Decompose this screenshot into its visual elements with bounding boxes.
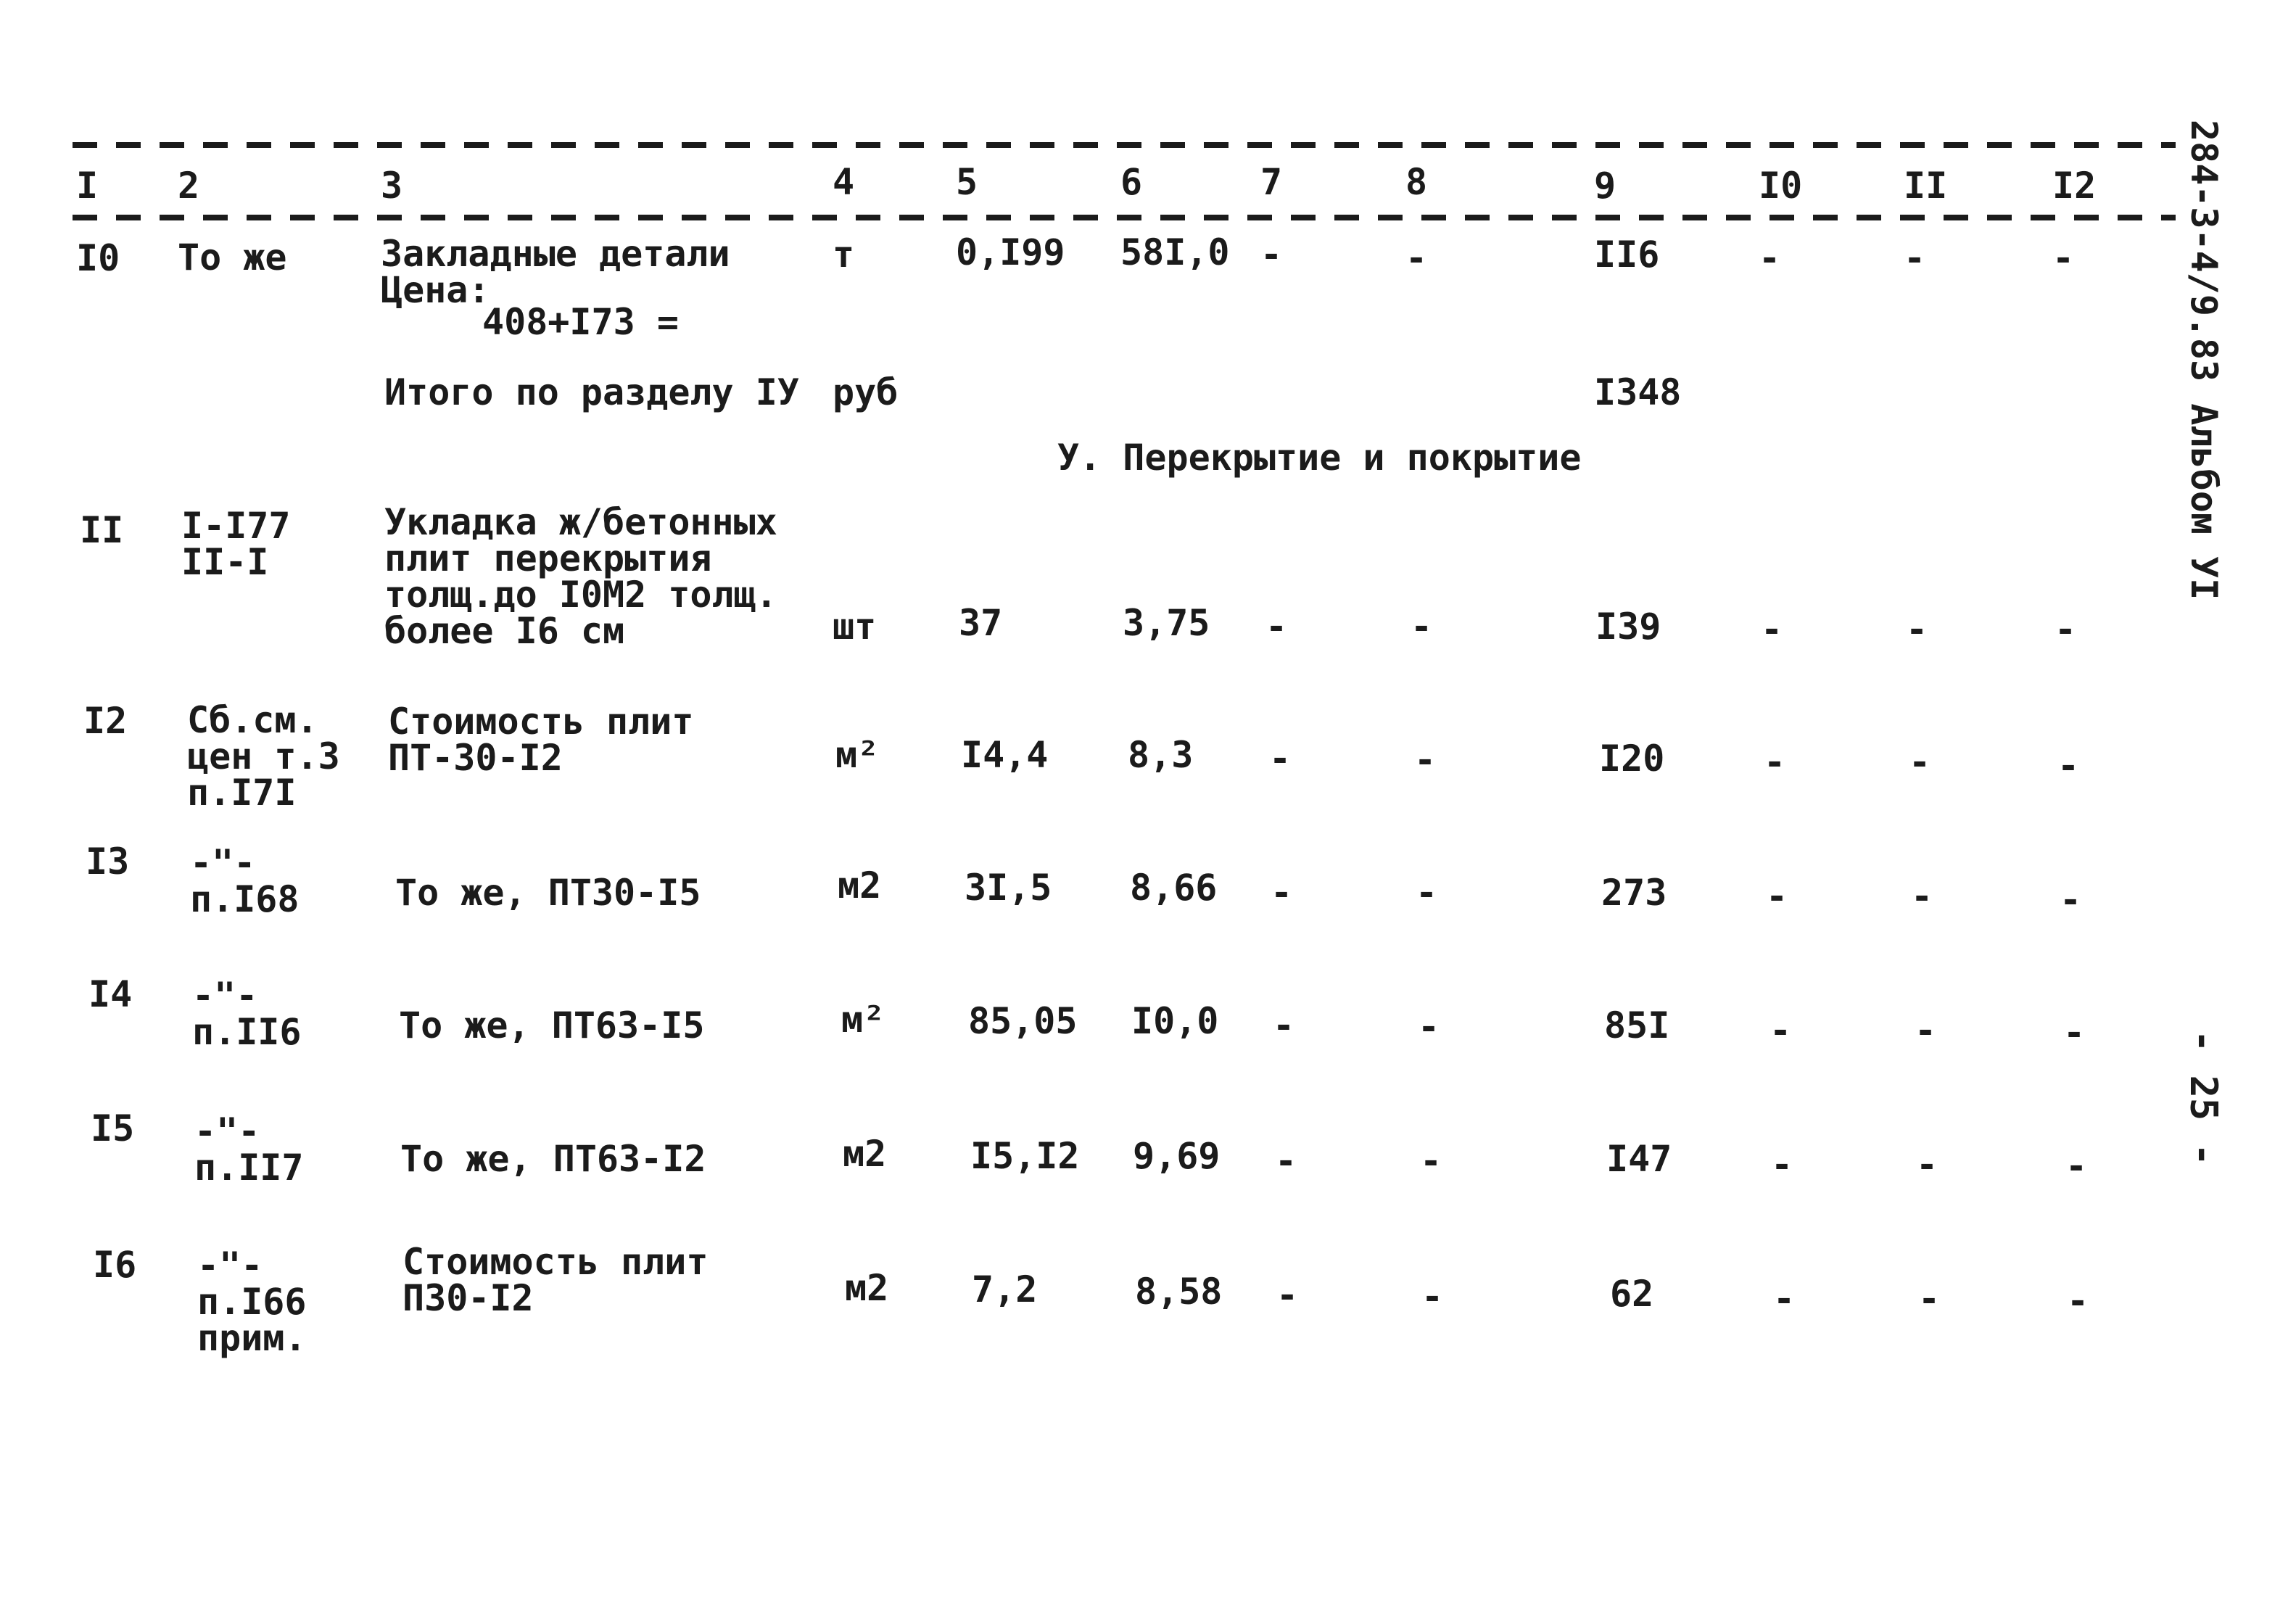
row-description-extra: 408+I73 = [482, 301, 679, 343]
row-col7: - [1276, 1274, 1299, 1316]
side-label: 284-3-4/9.83 Альбом УI [2183, 120, 2225, 600]
row-col11: - [1904, 237, 1926, 279]
row-col12: - [2063, 1012, 2086, 1054]
column-header: I2 [2052, 165, 2097, 207]
row-col12: - [2067, 1280, 2089, 1322]
row-number: II [80, 509, 124, 551]
row-col11: - [1909, 741, 1931, 783]
row-col6: 3,75 [1123, 602, 1210, 644]
column-header: I0 [1759, 165, 1803, 207]
row-number: I6 [93, 1244, 137, 1286]
row-description: Закладные детали Цена: [381, 233, 730, 311]
row-col7: - [1269, 738, 1292, 780]
row-col9: 273 [1601, 872, 1667, 914]
column-header: 6 [1120, 161, 1143, 203]
row-col5: 3I,5 [965, 867, 1052, 909]
row-col8: - [1416, 872, 1438, 914]
row-col10: - [1770, 1009, 1792, 1052]
row-col7: - [1273, 1004, 1295, 1046]
row-unit: м2 [845, 1267, 889, 1309]
row-description: Укладка ж/бетонных плит перекрытия толщ.до I0М2 толщ. более I6 см [384, 501, 777, 652]
row-number: I4 [88, 973, 133, 1015]
row-reference: -"- п.II7 [194, 1110, 304, 1189]
column-header: 7 [1260, 161, 1283, 203]
row-col10: - [1771, 1144, 1793, 1186]
row-col11: - [1916, 1144, 1938, 1186]
row-col5: 0,I99 [956, 231, 1065, 273]
row-col7: - [1260, 234, 1283, 276]
row-description: То же, ПТ30-I5 [395, 872, 701, 914]
row-col6: 8,58 [1135, 1271, 1223, 1313]
row-col12: - [2065, 1145, 2088, 1187]
row-col11: - [1911, 875, 1933, 917]
row-description: Стоимость плит ПТ-30-I2 [388, 701, 694, 779]
section-title: У. Перекрытие и покрытие [1057, 437, 1582, 479]
row-col7: - [1275, 1140, 1297, 1182]
row-description: То же, ПТ63-I2 [400, 1138, 706, 1180]
row-unit: шт [833, 606, 877, 648]
row-number: I3 [86, 841, 130, 883]
row-col9: II6 [1594, 234, 1660, 276]
row-col6: 8,66 [1130, 867, 1218, 909]
row-col8: - [1421, 1276, 1444, 1318]
row-reference: Сб.см. цен т.3 п.I7I [187, 699, 340, 814]
row-col10: - [1773, 1278, 1796, 1320]
row-col9: I20 [1599, 738, 1665, 780]
row-col8: - [1420, 1140, 1442, 1182]
row-reference: -"- п.I68 [190, 842, 300, 920]
row-col5: 7,2 [972, 1268, 1038, 1310]
row-number: I0 [76, 237, 120, 279]
row-reference: -"- п.I66 прим. [197, 1244, 307, 1359]
row-number: I5 [91, 1107, 135, 1149]
column-header: 2 [178, 165, 200, 207]
column-header: I [76, 165, 99, 207]
row-col6: 58I,0 [1120, 231, 1230, 273]
column-header: 9 [1594, 165, 1616, 207]
total-unit: руб [833, 371, 899, 413]
row-col9: I47 [1606, 1138, 1672, 1180]
row-unit: м² [841, 999, 885, 1041]
row-number: I2 [83, 700, 128, 742]
row-unit: м2 [843, 1133, 887, 1175]
row-col12: - [2057, 745, 2080, 787]
row-col8: - [1405, 237, 1428, 279]
column-header: 8 [1405, 161, 1428, 203]
row-col11: - [1915, 1009, 1937, 1052]
row-col8: - [1418, 1006, 1440, 1048]
row-col6: 8,3 [1128, 734, 1194, 776]
row-unit: м2 [838, 864, 882, 907]
page-number: - 25 - [2181, 1030, 2225, 1166]
total-label: Итого по разделу IУ [384, 371, 799, 413]
row-col12: - [2060, 879, 2082, 921]
row-col10: - [1761, 608, 1783, 651]
row-col10: - [1764, 741, 1786, 783]
column-header: 5 [956, 161, 978, 203]
row-col12: - [2055, 608, 2077, 651]
row-col5: I4,4 [961, 734, 1049, 776]
row-description: То же, ПТ63-I5 [399, 1004, 705, 1046]
column-header: 3 [381, 165, 403, 207]
column-header: II [1904, 165, 1948, 207]
row-col9: I39 [1595, 606, 1661, 648]
column-header: 4 [833, 161, 855, 203]
row-unit: т [833, 234, 855, 276]
row-col5: I5,I2 [970, 1135, 1080, 1177]
row-col6: 9,69 [1133, 1135, 1221, 1177]
total-value: I348 [1594, 371, 1682, 413]
row-col8: - [1414, 739, 1437, 781]
row-col7: - [1265, 606, 1288, 648]
row-col10: - [1766, 875, 1788, 917]
row-col7: - [1271, 872, 1293, 914]
row-reference: -"- п.II6 [192, 975, 302, 1053]
row-reference: I-I77 II-I [181, 505, 291, 583]
row-col5: 37 [959, 602, 1003, 644]
header-bottom-rule [73, 215, 2176, 220]
row-unit: м² [835, 734, 880, 776]
row-col9: 62 [1610, 1273, 1654, 1315]
row-col9: 85I [1604, 1004, 1670, 1046]
row-col11: - [1906, 608, 1928, 651]
header-top-rule [73, 142, 2176, 148]
row-col5: 85,05 [968, 1000, 1078, 1042]
row-col11: - [1918, 1278, 1941, 1320]
row-col6: I0,0 [1131, 1000, 1219, 1042]
row-col8: - [1411, 606, 1433, 648]
row-col12: - [2052, 237, 2075, 279]
row-reference: То же [178, 236, 287, 278]
row-description: Стоимость плит П30-I2 [402, 1241, 709, 1319]
row-col10: - [1759, 237, 1781, 279]
